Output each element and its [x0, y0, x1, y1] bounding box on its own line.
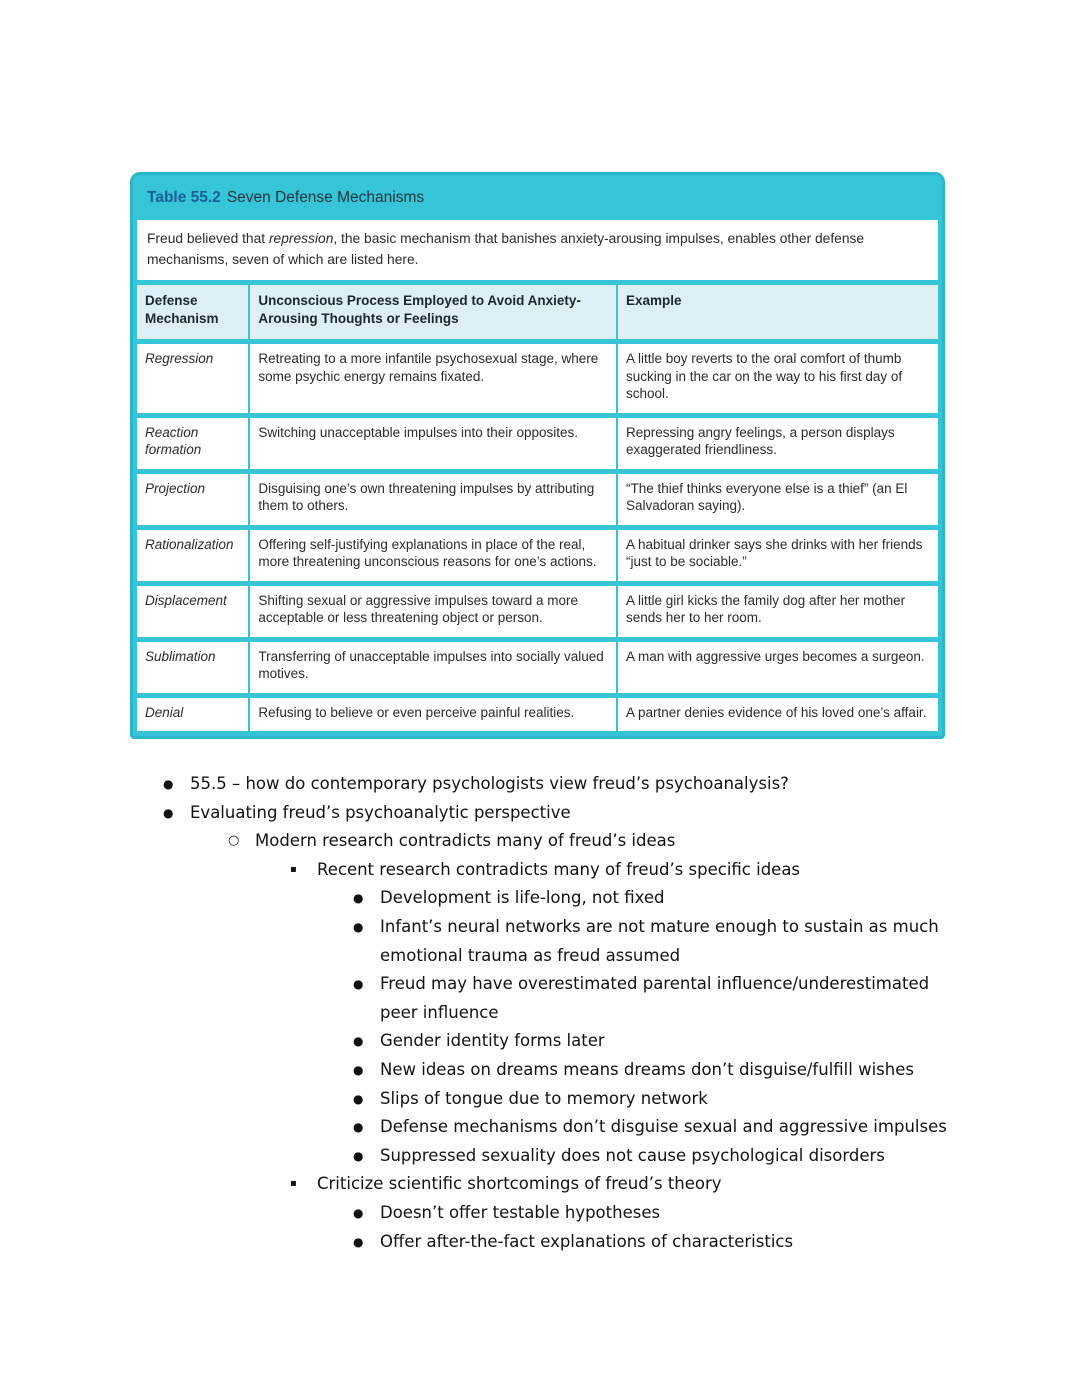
- process-cell: Retreating to a more infantile psychosexual stage, where some psychic energy remains fixated.: [248, 344, 616, 413]
- note-item: [130, 1170, 950, 1199]
- col-header-example: Example: [616, 285, 938, 339]
- note-item: [130, 913, 950, 970]
- process-cell: Switching unacceptable impulses into their opposites.: [248, 418, 616, 469]
- defense-mechanisms-grid: [137, 280, 938, 736]
- process-cell: Offering self-justifying explanations in place of the real, more threatening unconscious reasons for one’s actions.: [248, 530, 616, 581]
- bullet-icon: ●: [353, 891, 364, 906]
- note-text: Suppressed sexuality does not cause psychological disorders: [380, 1145, 885, 1165]
- table-row: [137, 698, 938, 732]
- col-header-mechanism: Defense Mechanism: [137, 285, 248, 339]
- note-item: [130, 799, 950, 828]
- note-text: Development is life-long, not fixed: [380, 888, 665, 908]
- note-item: [130, 827, 950, 856]
- note-item: [130, 884, 950, 913]
- note-text: Defense mechanisms don’t disguise sexual and aggressive impulses: [380, 1117, 947, 1137]
- mechanism-cell: Sublimation: [137, 642, 248, 693]
- note-text: Freud may have overestimated parental influence/underestimated peer influence: [380, 974, 930, 1022]
- caption-italic-term: repression: [268, 231, 334, 246]
- example-cell: Repressing angry feelings, a person displays exaggerated friendliness.: [616, 418, 938, 469]
- process-cell: Disguising one’s own threatening impulses by attributing them to others.: [248, 474, 616, 525]
- bullet-icon: ▪: [290, 863, 297, 875]
- example-cell: A man with aggressive urges becomes a surgeon.: [616, 642, 938, 693]
- bullet-icon: ▪: [290, 1178, 297, 1190]
- note-item: [130, 1199, 950, 1228]
- defense-mechanisms-table: [130, 172, 945, 739]
- bullet-icon: ●: [353, 1034, 364, 1049]
- example-cell: “The thief thinks everyone else is a thief” (an El Salvadoran saying).: [616, 474, 938, 525]
- mechanism-cell: Projection: [137, 474, 248, 525]
- note-text: Doesn’t offer testable hypotheses: [380, 1202, 661, 1222]
- note-item: [130, 1142, 950, 1171]
- bullet-icon: ●: [353, 1120, 364, 1135]
- table-number: Table 55.2: [147, 188, 221, 206]
- mechanism-cell: Rationalization: [137, 530, 248, 581]
- note-item: [130, 1085, 950, 1114]
- table-caption: [137, 220, 938, 280]
- example-cell: A little girl kicks the family dog after her mother sends her to her room.: [616, 586, 938, 637]
- example-cell: A habitual drinker says she drinks with her friends “just to be sociable.”: [616, 530, 938, 581]
- table-title: Seven Defense Mechanisms: [226, 188, 425, 206]
- process-cell: Refusing to believe or even perceive painful realities.: [248, 698, 616, 732]
- mechanism-cell: Displacement: [137, 586, 248, 637]
- note-text: New ideas on dreams means dreams don’t disguise/fulfill wishes: [380, 1059, 914, 1079]
- bullet-icon: ●: [163, 777, 174, 791]
- bullet-icon: ●: [353, 1205, 364, 1220]
- note-item: [130, 1027, 950, 1056]
- table-title-bar: [137, 175, 938, 220]
- note-item: [130, 856, 950, 885]
- table-header-row: [137, 285, 938, 339]
- bullet-icon: ●: [353, 1148, 364, 1163]
- bullet-icon: ●: [353, 919, 364, 934]
- table-row: [137, 344, 938, 413]
- note-item: [130, 970, 950, 1027]
- notes-list: [130, 770, 950, 1256]
- mechanism-cell: Regression: [137, 344, 248, 413]
- example-cell: A little boy reverts to the oral comfort of thumb sucking in the car on the way to his first day of school.: [616, 344, 938, 413]
- bullet-icon: ●: [353, 1062, 364, 1077]
- table-row: [137, 586, 938, 637]
- mechanism-cell: Reaction formation: [137, 418, 248, 469]
- process-cell: Shifting sexual or aggressive impulses toward a more acceptable or less threatening object or person.: [248, 586, 616, 637]
- note-item: [130, 1056, 950, 1085]
- bullet-icon: ●: [353, 1091, 364, 1106]
- example-cell: A partner denies evidence of his loved one’s affair.: [616, 698, 938, 732]
- note-text: Modern research contradicts many of freud’s ideas: [255, 831, 676, 851]
- caption-text-end: , the basic mechanism that banishes anxiety-arousing impulses, enables other defense mechanisms, seven of which are listed here.: [147, 231, 865, 267]
- note-text: Evaluating freud’s psychoanalytic perspective: [190, 802, 571, 822]
- table-row: [137, 474, 938, 525]
- mechanism-cell: Denial: [137, 698, 248, 732]
- caption-text-start: Freud believed that: [147, 231, 269, 246]
- table-row: [137, 642, 938, 693]
- table-row: [137, 530, 938, 581]
- note-text: Slips of tongue due to memory network: [380, 1088, 708, 1108]
- note-item: [130, 770, 950, 799]
- note-text: Recent research contradicts many of freud’s specific ideas: [317, 859, 801, 879]
- table-row: [137, 418, 938, 469]
- bullet-icon: ●: [353, 1234, 364, 1249]
- note-item: [130, 1113, 950, 1142]
- note-item: [130, 1228, 950, 1257]
- process-cell: Transferring of unacceptable impulses into socially valued motives.: [248, 642, 616, 693]
- note-text: 55.5 – how do contemporary psychologists view freud’s psychoanalysis?: [190, 774, 789, 793]
- bullet-icon: ●: [163, 805, 174, 820]
- col-header-process: Unconscious Process Employed to Avoid Anxiety-Arousing Thoughts or Feelings: [248, 285, 616, 339]
- bullet-icon: ○: [228, 833, 240, 849]
- note-text: Gender identity forms later: [380, 1031, 605, 1051]
- note-text: Criticize scientific shortcomings of freud’s theory: [317, 1174, 722, 1194]
- note-text: Infant’s neural networks are not mature enough to sustain as much emotional trauma as freud assumed: [380, 916, 939, 965]
- bullet-icon: ●: [353, 977, 364, 992]
- note-text: Offer after-the-fact explanations of characteristics: [380, 1231, 794, 1251]
